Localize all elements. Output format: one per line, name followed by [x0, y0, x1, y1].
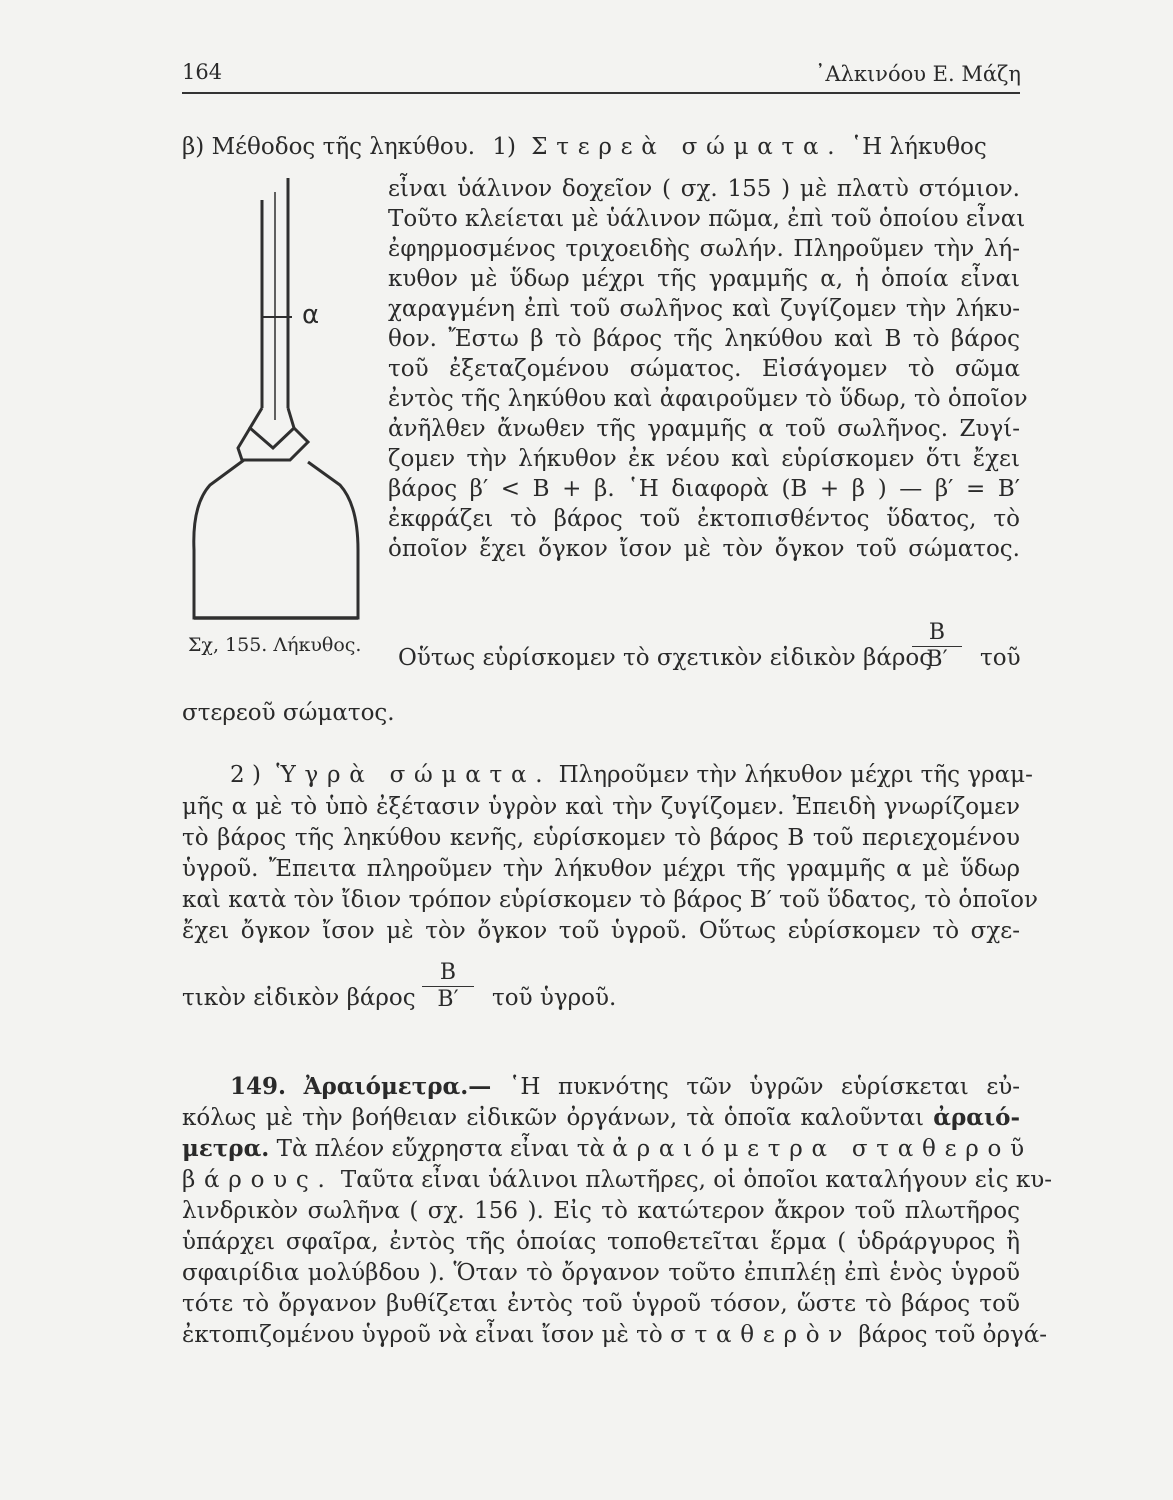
text-line: ἐντὸς τῆς ληκύθου καὶ ἀφαιροῦμεν τὸ ὕδωρ, τὸ ὁποῖον: [388, 386, 1028, 412]
subsection-2-title: Ὑγρὰ σώματα.: [276, 762, 552, 788]
text-line: χαραγμένη ἐπὶ τοῦ σωλῆνος καὶ ζυγίζομεν τὴν λήκυ-: [388, 296, 1020, 322]
text-line: μῆς α μὲ τὸ ὑπὸ ἐξέτασιν ὑγρὸν καὶ τὴν ζυγίζομεν. Ἐπειδὴ γνωρίζομεν: [182, 794, 1020, 820]
text-line: ἐκφράζει τὸ βάρος τοῦ ἐκτοπισθέντος ὕδατος, τὸ: [388, 506, 1020, 532]
text-span: βάρος τοῦ ὀργά-: [858, 1322, 1048, 1348]
text-line: ὑπάρχει σφαῖρα, ἐντὸς τῆς ὁποίας τοποθετεῖται ἕρμα ( ὑδράργυρος ἢ: [182, 1229, 1020, 1255]
text-line: τοῦ ἐξεταζομένου σώματος. Εἰσάγομεν τὸ σῶμα: [388, 356, 1020, 382]
ratio-tail-liquids: τοῦ ὑγροῦ.: [492, 985, 617, 1011]
subsection-1-title: Στερεὰ σώματα.: [531, 134, 844, 160]
text-line: [182, 1103, 1020, 1134]
text-line: ὁποῖον ἔχει ὄγκον ἴσον μὲ τὸν ὄγκον τοῦ σώματος.: [388, 536, 1020, 562]
section-149-title: Ἀραιόμετρα.—: [303, 1073, 492, 1100]
text-line: εἶναι ὑάλινον δοχεῖον ( σχ. 155 ) μὲ πλατὺ στόμιον.: [388, 176, 1020, 202]
subsection-2-heading: [230, 760, 1033, 790]
text-line: [182, 1134, 1033, 1165]
fraction-denominator: Β′: [437, 987, 459, 1012]
subsection-1-number: 1): [492, 134, 516, 160]
spaced-term: ἀραιόμετρα σταθεροῦ: [612, 1136, 1033, 1162]
section-beta-end-line: στερεοῦ σώματος.: [182, 700, 395, 726]
text-line: ὑγροῦ. Ἔπειτα πληροῦμεν τὴν λήκυθον μέχρι τῆς γραμμῆς α μὲ ὕδωρ: [182, 856, 1020, 882]
fraction-solids: [912, 620, 962, 673]
text-span: Ταῦτα εἶναι ὑάλινοι πλωτῆρες, οἱ ὁποῖοι καταλήγουν εἰς κυ-: [340, 1167, 1053, 1193]
text-line: ἔχει ὄγκον ἴσον μὲ τὸν ὄγκον τοῦ ὑγροῦ. Οὕτως εὑρίσκομεν τὸ σχε-: [182, 918, 1020, 944]
ratio-intro-liquids: τικὸν εἰδικὸν βάρος: [182, 985, 416, 1011]
text-line: βάρος β′ < Β + β. ῾Η διαφορὰ (Β + β ) — β′ = Β′: [388, 476, 1020, 502]
text-line: ἀνῆλθεν ἄνωθεν τῆς γραμμῆς α τοῦ σωλῆνος. Ζυγί-: [388, 416, 1020, 442]
ratio-intro-solids: Οὕτως εὑρίσκομεν τὸ σχετικὸν εἰδικὸν βάρος: [398, 645, 933, 671]
text-span: κόλως μὲ τὴν βοήθειαν εἰδικῶν ὀργάνων, τὰ ὁποῖα καλοῦνται: [182, 1105, 925, 1131]
text-line: [182, 1165, 1053, 1196]
text-line: ῾Η πυκνότης τῶν ὑγρῶν εὑρίσκεται εὐ-: [508, 1074, 1021, 1100]
text-line: [182, 1320, 1048, 1351]
text-line: Τοῦτο κλείεται μὲ ὑάλινον πῶμα, ἐπὶ τοῦ ὁποίου εἶναι: [388, 206, 1026, 232]
fraction-numerator: Β: [912, 620, 962, 647]
section-beta-heading: [182, 132, 987, 162]
text-line: ῾Η λήκυθος: [850, 134, 987, 160]
section-149-paragraph: [182, 1072, 1053, 1351]
text-span: Τὰ πλέον εὔχρηστα εἶναι τὰ: [276, 1136, 605, 1162]
text-line: τὸ βάρος τῆς ληκύθου κενῆς, εὑρίσκομεν τὸ βάρος Β τοῦ περιεχομένου: [182, 825, 1020, 851]
spaced-term: βάρους.: [182, 1167, 334, 1193]
ratio-tail-solids: τοῦ: [980, 645, 1021, 671]
text-line: τότε τὸ ὄργανον βυθίζεται ἐντὸς τοῦ ὑγροῦ τόσον, ὥστε τὸ βάρος τοῦ: [182, 1291, 1020, 1317]
header-rule: [182, 92, 1020, 94]
page-number: 164: [182, 60, 223, 84]
section-beta-title: β) Μέθοδος τῆς ληκύθου.: [182, 134, 476, 160]
text-line: ζομεν τὴν λήκυθον ἐκ νέου καὶ εὑρίσκομεν ὅτι ἔχει: [388, 446, 1020, 472]
text-line: κυθον μὲ ὕδωρ μέχρι τῆς γραμμῆς α, ἡ ὁποία εἶναι: [388, 266, 1020, 292]
text-span: ἐκτοπιζομένου ὑγροῦ νὰ εἶναι ἴσον μὲ τὸ: [182, 1322, 663, 1348]
text-line: Πληροῦμεν τὴν λήκυθον μέχρι τῆς γραμ-: [558, 762, 1033, 788]
fraction-liquids: [422, 960, 474, 1013]
section-beta-paragraph: [388, 174, 1028, 564]
text-line: ἐφηρμοσμένος τριχοειδὴς σωλήν. Πληροῦμεν τὴν λή-: [388, 236, 1020, 262]
text-line: σφαιρίδια μολύβδου ). Ὅταν τὸ ὄργανον τοῦτο ἐπιπλέῃ ἐπὶ ἑνὸς ὑγροῦ: [182, 1260, 1020, 1286]
section-149-heading-line: [182, 1072, 1020, 1103]
fraction-denominator: Β′: [926, 647, 948, 672]
spaced-term: σταθερὸν: [670, 1322, 852, 1348]
section-149-number: 149.: [230, 1073, 287, 1100]
running-header-author: ᾿Αλκινόου Ε. Μάζη: [814, 62, 1021, 86]
fraction-numerator: Β: [422, 960, 474, 987]
liquids-paragraph: [182, 792, 1039, 947]
subsection-2-number: 2 ): [230, 762, 261, 788]
bold-term: ἀραιό-: [933, 1104, 1020, 1131]
lekythos-flask-figure: [180, 170, 370, 630]
text-line: καὶ κατὰ τὸν ἴδιον τρόπον εὑρίσκομεν τὸ βάρος Β′ τοῦ ὕδατος, τὸ ὁποῖον: [182, 887, 1039, 913]
figure-label-a: α: [302, 300, 320, 330]
text-line: θον. Ἔστω β τὸ βάρος τῆς ληκύθου καὶ Β τὸ βάρος: [388, 326, 1020, 352]
figure-caption: Σχ, 155. Λήκυθος.: [188, 634, 362, 656]
bold-term: μετρα.: [182, 1135, 270, 1162]
text-line: λινδρικὸν σωλῆνα ( σχ. 156 ). Εἰς τὸ κατώτερον ἄκρον τοῦ πλωτῆρος: [182, 1198, 1020, 1224]
